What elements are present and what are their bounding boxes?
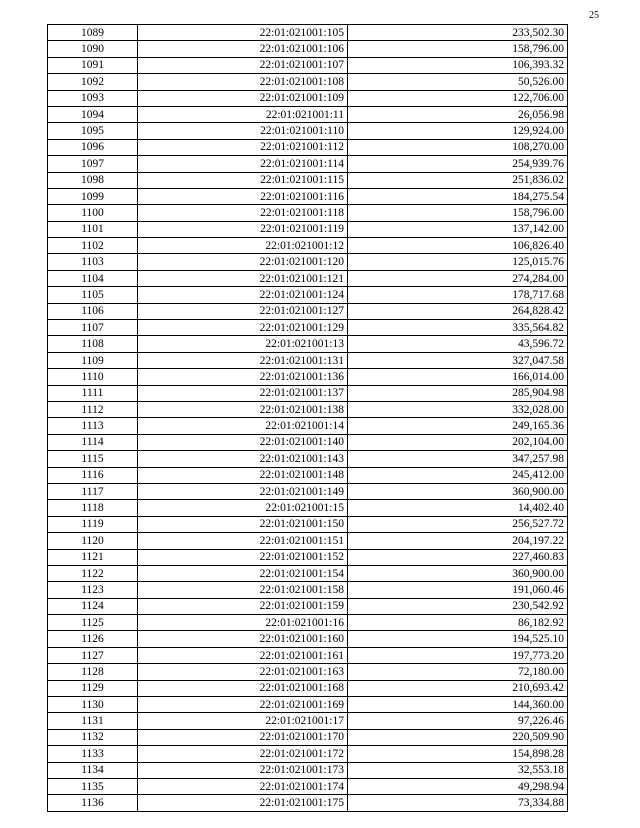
table-row: [48, 188, 568, 204]
cadastral-number-cell: 22:01:021001:131: [138, 352, 348, 368]
row-number-cell: 1130: [48, 697, 138, 713]
value-cell: 347,257.98: [348, 451, 568, 467]
cadastral-number-cell: 22:01:021001:112: [138, 139, 348, 155]
row-number-cell: 1114: [48, 434, 138, 450]
table-row: [48, 598, 568, 614]
value-cell: 72,180.00: [348, 664, 568, 680]
value-cell: 137,142.00: [348, 221, 568, 237]
value-cell: 32,553.18: [348, 762, 568, 778]
value-cell: 230,542.92: [348, 598, 568, 614]
page-number: 25: [589, 10, 599, 21]
cadastral-number-cell: 22:01:021001:175: [138, 795, 348, 811]
value-cell: 73,334.88: [348, 795, 568, 811]
table-row: [48, 418, 568, 434]
table-row: [48, 369, 568, 385]
row-number-cell: 1110: [48, 369, 138, 385]
table-body: [48, 25, 568, 812]
row-number-cell: 1102: [48, 238, 138, 254]
value-cell: 97,226.46: [348, 713, 568, 729]
value-cell: 245,412.00: [348, 467, 568, 483]
value-cell: 144,360.00: [348, 697, 568, 713]
row-number-cell: 1117: [48, 483, 138, 499]
row-number-cell: 1128: [48, 664, 138, 680]
value-cell: 254,939.76: [348, 156, 568, 172]
table-row: [48, 57, 568, 73]
table-row: [48, 401, 568, 417]
row-number-cell: 1123: [48, 582, 138, 598]
value-cell: 210,693.42: [348, 680, 568, 696]
table-row: [48, 729, 568, 745]
row-number-cell: 1103: [48, 254, 138, 270]
value-cell: 154,898.28: [348, 746, 568, 762]
row-number-cell: 1118: [48, 500, 138, 516]
value-cell: 158,796.00: [348, 205, 568, 221]
row-number-cell: 1098: [48, 172, 138, 188]
table-row: [48, 303, 568, 319]
table-row: [48, 451, 568, 467]
row-number-cell: 1109: [48, 352, 138, 368]
row-number-cell: 1116: [48, 467, 138, 483]
cadastral-number-cell: 22:01:021001:116: [138, 188, 348, 204]
table-row: [48, 41, 568, 57]
value-cell: 256,527.72: [348, 516, 568, 532]
table-row: [48, 467, 568, 483]
row-number-cell: 1120: [48, 533, 138, 549]
table-row: [48, 320, 568, 336]
value-cell: 106,393.32: [348, 57, 568, 73]
cadastral-number-cell: 22:01:021001:14: [138, 418, 348, 434]
table-row: [48, 680, 568, 696]
row-number-cell: 1099: [48, 188, 138, 204]
cadastral-number-cell: 22:01:021001:174: [138, 778, 348, 794]
row-number-cell: 1091: [48, 57, 138, 73]
table-row: [48, 434, 568, 450]
table-row: [48, 287, 568, 303]
value-cell: 184,275.54: [348, 188, 568, 204]
cadastral-number-cell: 22:01:021001:13: [138, 336, 348, 352]
data-table: [47, 24, 568, 812]
table-row: [48, 106, 568, 122]
row-number-cell: 1131: [48, 713, 138, 729]
table-row: [48, 205, 568, 221]
table-row: [48, 483, 568, 499]
table-row: [48, 254, 568, 270]
table-row: [48, 582, 568, 598]
row-number-cell: 1101: [48, 221, 138, 237]
cadastral-number-cell: 22:01:021001:152: [138, 549, 348, 565]
row-number-cell: 1111: [48, 385, 138, 401]
value-cell: 194,525.10: [348, 631, 568, 647]
table-row: [48, 549, 568, 565]
value-cell: 191,060.46: [348, 582, 568, 598]
table-row: [48, 647, 568, 663]
row-number-cell: 1133: [48, 746, 138, 762]
cadastral-number-cell: 22:01:021001:114: [138, 156, 348, 172]
cadastral-number-cell: 22:01:021001:150: [138, 516, 348, 532]
cadastral-number-cell: 22:01:021001:138: [138, 401, 348, 417]
row-number-cell: 1089: [48, 25, 138, 41]
value-cell: 178,717.68: [348, 287, 568, 303]
cadastral-number-cell: 22:01:021001:110: [138, 123, 348, 139]
table-row: [48, 172, 568, 188]
row-number-cell: 1100: [48, 205, 138, 221]
cadastral-number-cell: 22:01:021001:118: [138, 205, 348, 221]
table-row: [48, 664, 568, 680]
value-cell: 274,284.00: [348, 270, 568, 286]
row-number-cell: 1097: [48, 156, 138, 172]
row-number-cell: 1095: [48, 123, 138, 139]
row-number-cell: 1126: [48, 631, 138, 647]
cadastral-number-cell: 22:01:021001:120: [138, 254, 348, 270]
cadastral-number-cell: 22:01:021001:149: [138, 483, 348, 499]
cadastral-number-cell: 22:01:021001:148: [138, 467, 348, 483]
table-row: [48, 516, 568, 532]
row-number-cell: 1136: [48, 795, 138, 811]
table-row: [48, 270, 568, 286]
table-row: [48, 631, 568, 647]
row-number-cell: 1122: [48, 565, 138, 581]
cadastral-number-cell: 22:01:021001:129: [138, 320, 348, 336]
row-number-cell: 1106: [48, 303, 138, 319]
table-row: [48, 713, 568, 729]
value-cell: 86,182.92: [348, 615, 568, 631]
value-cell: 227,460.83: [348, 549, 568, 565]
cadastral-number-cell: 22:01:021001:143: [138, 451, 348, 467]
cadastral-number-cell: 22:01:021001:169: [138, 697, 348, 713]
row-number-cell: 1129: [48, 680, 138, 696]
cadastral-number-cell: 22:01:021001:109: [138, 90, 348, 106]
row-number-cell: 1134: [48, 762, 138, 778]
row-number-cell: 1127: [48, 647, 138, 663]
cadastral-number-cell: 22:01:021001:12: [138, 238, 348, 254]
cadastral-number-cell: 22:01:021001:105: [138, 25, 348, 41]
value-cell: 43,596.72: [348, 336, 568, 352]
value-cell: 204,197.22: [348, 533, 568, 549]
table-row: [48, 25, 568, 41]
cadastral-number-cell: 22:01:021001:168: [138, 680, 348, 696]
table-row: [48, 139, 568, 155]
row-number-cell: 1112: [48, 401, 138, 417]
row-number-cell: 1105: [48, 287, 138, 303]
value-cell: 264,828.42: [348, 303, 568, 319]
cadastral-number-cell: 22:01:021001:119: [138, 221, 348, 237]
row-number-cell: 1115: [48, 451, 138, 467]
cadastral-number-cell: 22:01:021001:106: [138, 41, 348, 57]
cadastral-number-cell: 22:01:021001:108: [138, 74, 348, 90]
table-row: [48, 221, 568, 237]
value-cell: 50,526.00: [348, 74, 568, 90]
row-number-cell: 1121: [48, 549, 138, 565]
row-number-cell: 1113: [48, 418, 138, 434]
table-row: [48, 615, 568, 631]
cadastral-number-cell: 22:01:021001:11: [138, 106, 348, 122]
table-row: [48, 352, 568, 368]
cadastral-number-cell: 22:01:021001:115: [138, 172, 348, 188]
value-cell: 129,924.00: [348, 123, 568, 139]
row-number-cell: 1090: [48, 41, 138, 57]
value-cell: 202,104.00: [348, 434, 568, 450]
cadastral-number-cell: 22:01:021001:15: [138, 500, 348, 516]
value-cell: 26,056.98: [348, 106, 568, 122]
row-number-cell: 1125: [48, 615, 138, 631]
value-cell: 220,509.90: [348, 729, 568, 745]
value-cell: 332,028.00: [348, 401, 568, 417]
cadastral-number-cell: 22:01:021001:161: [138, 647, 348, 663]
value-cell: 108,270.00: [348, 139, 568, 155]
table-row: [48, 565, 568, 581]
row-number-cell: 1104: [48, 270, 138, 286]
cadastral-number-cell: 22:01:021001:16: [138, 615, 348, 631]
table-row: [48, 795, 568, 811]
row-number-cell: 1092: [48, 74, 138, 90]
table-row: [48, 500, 568, 516]
cadastral-number-cell: 22:01:021001:163: [138, 664, 348, 680]
cadastral-number-cell: 22:01:021001:124: [138, 287, 348, 303]
value-cell: 335,564.82: [348, 320, 568, 336]
value-cell: 122,706.00: [348, 90, 568, 106]
cadastral-number-cell: 22:01:021001:137: [138, 385, 348, 401]
cadastral-number-cell: 22:01:021001:172: [138, 746, 348, 762]
value-cell: 360,900.00: [348, 483, 568, 499]
row-number-cell: 1108: [48, 336, 138, 352]
table-row: [48, 697, 568, 713]
table-row: [48, 762, 568, 778]
row-number-cell: 1094: [48, 106, 138, 122]
row-number-cell: 1124: [48, 598, 138, 614]
cadastral-number-cell: 22:01:021001:159: [138, 598, 348, 614]
row-number-cell: 1093: [48, 90, 138, 106]
value-cell: 14,402.40: [348, 500, 568, 516]
cadastral-number-cell: 22:01:021001:173: [138, 762, 348, 778]
value-cell: 360,900.00: [348, 565, 568, 581]
cadastral-number-cell: 22:01:021001:154: [138, 565, 348, 581]
value-cell: 158,796.00: [348, 41, 568, 57]
cadastral-number-cell: 22:01:021001:136: [138, 369, 348, 385]
value-cell: 327,047.58: [348, 352, 568, 368]
cadastral-number-cell: 22:01:021001:151: [138, 533, 348, 549]
cadastral-number-cell: 22:01:021001:107: [138, 57, 348, 73]
cadastral-number-cell: 22:01:021001:127: [138, 303, 348, 319]
row-number-cell: 1119: [48, 516, 138, 532]
value-cell: 125,015.76: [348, 254, 568, 270]
cadastral-number-cell: 22:01:021001:121: [138, 270, 348, 286]
row-number-cell: 1107: [48, 320, 138, 336]
table-row: [48, 90, 568, 106]
value-cell: 285,904.98: [348, 385, 568, 401]
table-row: [48, 238, 568, 254]
cadastral-number-cell: 22:01:021001:17: [138, 713, 348, 729]
value-cell: 166,014.00: [348, 369, 568, 385]
value-cell: 106,826.40: [348, 238, 568, 254]
table-row: [48, 385, 568, 401]
cadastral-number-cell: 22:01:021001:158: [138, 582, 348, 598]
value-cell: 49,298.94: [348, 778, 568, 794]
table-row: [48, 746, 568, 762]
table-row: [48, 74, 568, 90]
table-row: [48, 533, 568, 549]
row-number-cell: 1096: [48, 139, 138, 155]
cadastral-number-cell: 22:01:021001:160: [138, 631, 348, 647]
table-row: [48, 123, 568, 139]
value-cell: 249,165.36: [348, 418, 568, 434]
value-cell: 251,836.02: [348, 172, 568, 188]
value-cell: 233,502.30: [348, 25, 568, 41]
cadastral-number-cell: 22:01:021001:170: [138, 729, 348, 745]
row-number-cell: 1132: [48, 729, 138, 745]
table-row: [48, 336, 568, 352]
table-row: [48, 778, 568, 794]
table-row: [48, 156, 568, 172]
row-number-cell: 1135: [48, 778, 138, 794]
value-cell: 197,773.20: [348, 647, 568, 663]
cadastral-number-cell: 22:01:021001:140: [138, 434, 348, 450]
